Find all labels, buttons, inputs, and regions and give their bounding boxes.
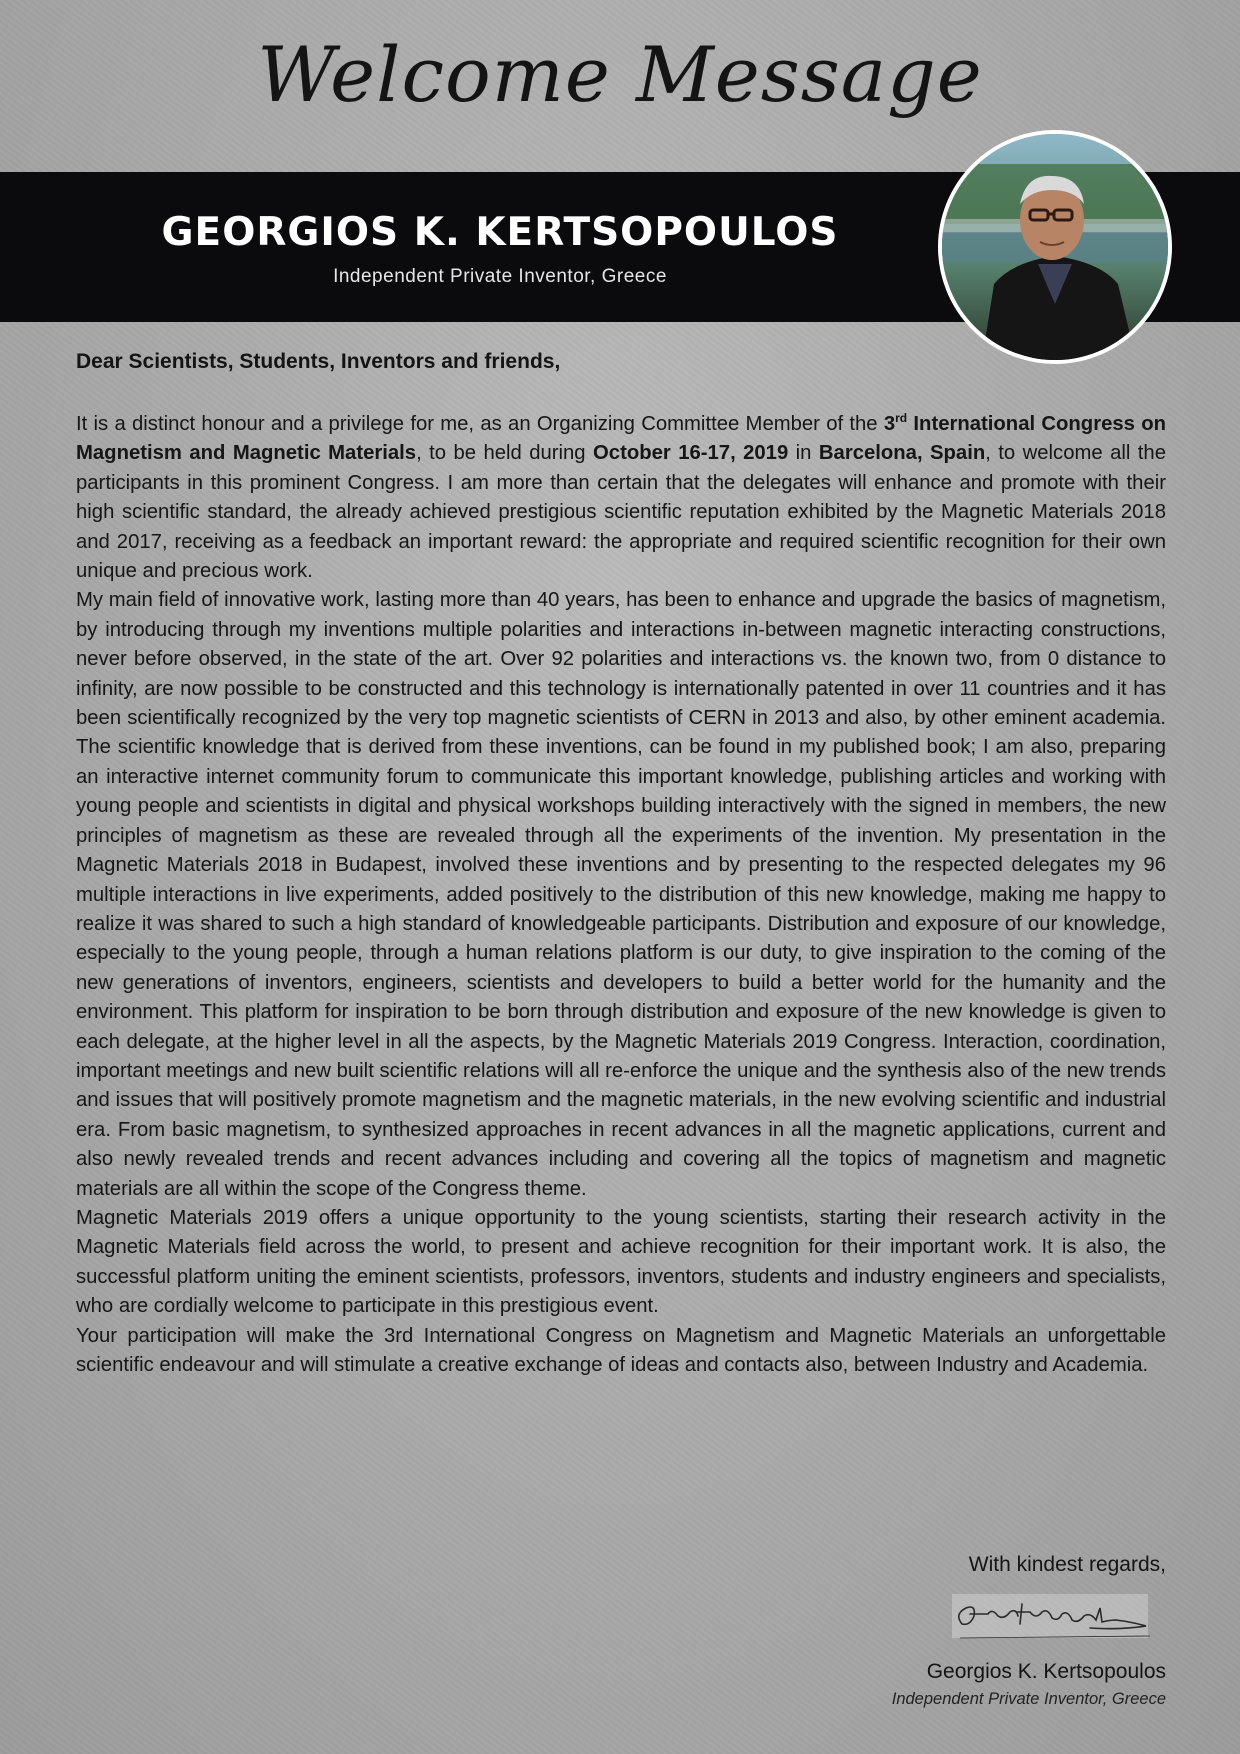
closing-line: With kindest regards, (968, 1553, 1166, 1576)
portrait-illustration (942, 134, 1168, 360)
p1-text-2: , to be held during (416, 442, 594, 465)
paragraph-1 (76, 410, 1166, 586)
p1-text-3: in (788, 442, 819, 465)
p1-text-4: , to welcome all the participants in this prominent Congress. I am more than certain that the delegates will enhance and promote with their high scientific standard, the already achieved prestigious scientific reputation exhibited by the Magnetic Materials 2018 and 2017, receiving as a feedback an important reward: the appropriate and required scientific recognition for their own unique and precious work. (76, 442, 1166, 583)
paragraph-2: My main field of innovative work, lasting more than 40 years, has been to enhance and upgrade the basics of magnetism, by introducing through my inventions multiple polarities and interactions in-between magnetic interacting constructions, never before observed, in the state of the art. Over 92 polarities and interactions vs. the known two, from 0 distance to infinity, are now possible to be constructed and this technology is internationally patented in over 11 countries and it has been scientifically recognized by the very top magnetic scientists of CERN in 2013 and also, by other eminent academia. The scientific knowledge that is derived from these inventions, can be found in my published book; I am also, preparing an interactive internet community forum to communicate this important knowledge, publishing articles and working with young people and scientists in digital and physical workshops building interactively with the signed in members, the new principles of magnetism as these are revealed through all the experiments of the invention. My presentation in the Magnetic Materials 2018 in Budapest, involved these inventions and by presenting to the respected delegates my 96 multiple interactions in live experiments, added positively to the distribution of this new knowledge, making me happy to realize it was shared to such a high standard of knowledgeable participants. Distribution and exposure of our knowledge, especially to the young people, through a human relations platform is our duty, to give inspiration to the coming of the new generations of inventors, engineers, scientists and developers to build a better world for the humanity and the environment. This platform for inspiration to be born through distribution and exposure of the new knowledge is given to each delegate, at the higher level in all the aspects, by the Magnetic Materials 2019 Congress. Interaction, coordination, important meetings and new built scientific relations will all re-enforce the unique and the synthesis also of the new trends and issues that will positively promote magnetism and the magnetic materials, in the new evolving scientific and industrial era. From basic magnetism, to synthesized approaches in recent advances in all the magnetic applications, current and also newly revealed trends and recent advances including and covering all the topics of magnetism and magnetic materials are all within the scope of the Congress theme. (76, 589, 1166, 1200)
p1-congress-name: International Congress on Magnetism and Magnetic Materials (76, 413, 1166, 465)
signature-affiliation: Independent Private Inventor, Greece (891, 1690, 1166, 1708)
p1-ordinal: 3 (883, 413, 896, 435)
handwritten-signature (940, 1590, 1154, 1646)
letter-body (76, 410, 1166, 1380)
salutation: Dear Scientists, Students, Inventors and friends, (76, 350, 561, 373)
signature-name: Georgios K. Kertsopoulos (926, 1660, 1166, 1683)
paragraph-4: Your participation will make the 3rd International Congress on Magnetism and Magnetic Materials an unforgettable scientific endeavour and will stimulate a creative exchange of ideas and contacts also, between Industry and Academia. (76, 1324, 1166, 1376)
speaker-photo (938, 130, 1172, 364)
speaker-name: GEORGIOS K. KERTSOPOULOS (161, 210, 839, 255)
p1-ordinal-suffix: rd (895, 411, 908, 426)
paragraph-3: Magnetic Materials 2019 offers a unique opportunity to the young scientists, starting their research activity in the Magnetic Materials field across the world, to present and achieve recognition for their important work. It is also, the successful platform uniting the eminent scientists, professors, inventors, students and industry engineers and specialists, who are cordially welcome to participate in this prestigious event. (76, 1206, 1166, 1318)
p1-text-1: It is a distinct honour and a privilege for me, as an Organizing Committee Member of the (76, 413, 884, 435)
p1-bold-dates: October 16-17, 2019 (593, 442, 789, 465)
p1-bold-location: Barcelona, Spain (818, 442, 986, 465)
welcome-title: Welcome Message (257, 30, 983, 119)
speaker-affiliation: Independent Private Inventor, Greece (333, 266, 667, 287)
